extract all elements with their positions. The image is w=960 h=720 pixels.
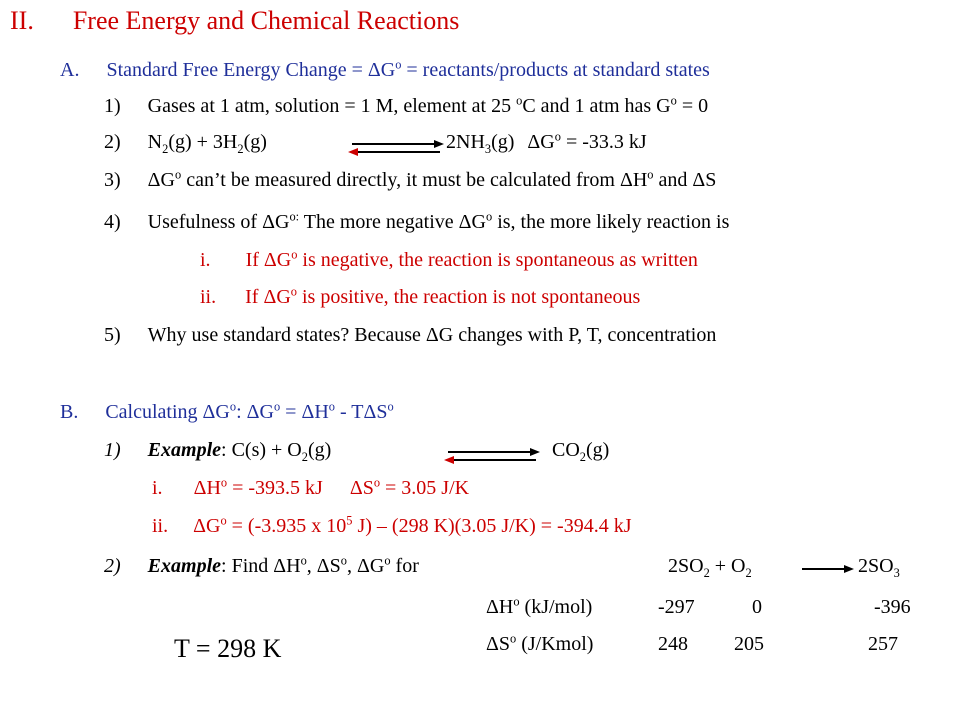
standard-superscript: o	[510, 631, 517, 646]
item-number: 1)	[104, 95, 121, 117]
delta-h-row-label	[486, 594, 593, 618]
item-number: 2)	[104, 131, 121, 153]
reactant-text: (g) + 3H	[168, 131, 238, 153]
item-b2-reaction	[668, 555, 752, 580]
equilibrium-arrow-icon	[348, 137, 444, 159]
item-a4-i	[200, 247, 698, 271]
product-state: (g)	[586, 439, 610, 461]
standard-superscript: o	[554, 129, 561, 144]
delta-symbol: Δ	[246, 401, 260, 423]
g-symbol: G	[215, 401, 230, 423]
item-number: 2)	[104, 555, 121, 577]
standard-superscript: o	[273, 399, 281, 414]
delta-symbol: Δ	[263, 286, 277, 308]
item-number: 4)	[104, 211, 121, 233]
table-cell: 257	[868, 633, 898, 655]
item-number: i.	[200, 249, 211, 271]
subscript: 3	[484, 142, 492, 156]
section-b-text: Calculating	[105, 401, 203, 423]
standard-superscript: o	[395, 57, 402, 72]
delta-symbol: Δ	[486, 633, 499, 655]
standard-superscript: o	[513, 594, 520, 609]
g-symbol: G	[540, 131, 555, 153]
item-a4	[104, 209, 730, 233]
delta-s-row-label	[486, 631, 594, 655]
item-text-mid: The more negative	[299, 211, 459, 233]
example-label: Example	[147, 439, 222, 461]
minus-t: - T	[334, 401, 364, 423]
subscript: 2	[745, 566, 752, 580]
delta-symbol: Δ	[273, 555, 287, 577]
item-text-and: and	[653, 169, 693, 191]
item-b1	[104, 439, 332, 464]
g-symbol: G	[380, 59, 396, 81]
item-text-end: is, the more likely reaction is	[492, 211, 730, 233]
table-cell: 248	[658, 633, 688, 655]
table-cell: 205	[734, 633, 764, 655]
h-symbol: H	[206, 477, 221, 499]
exponent: 5	[346, 513, 353, 528]
s-symbol: S	[329, 555, 341, 577]
title-text: Free Energy and Chemical Reactions	[72, 6, 460, 35]
reactant-o2: + O	[709, 555, 746, 577]
item-text-end: is positive, the reaction is not spontaneous	[296, 286, 641, 308]
g-symbol: G	[369, 555, 385, 577]
subscript: 2	[703, 566, 710, 580]
delta-symbol: Δ	[262, 211, 275, 233]
g-symbol: G	[259, 401, 274, 423]
degree-superscript: o	[516, 93, 523, 108]
g-symbol: G	[206, 515, 221, 537]
s-symbol: S	[705, 169, 717, 191]
product-nh3: 2NH	[446, 131, 485, 153]
row-label-text: (J/Kmol)	[516, 633, 594, 655]
reactant-state: (g)	[243, 131, 267, 153]
section-b-heading	[60, 399, 394, 423]
standard-superscript: o	[384, 553, 391, 568]
item-text-end: changes with P, T, concentration	[453, 324, 717, 346]
reaction-text: : C(s) + O	[221, 439, 302, 461]
table-cell: -396	[874, 596, 911, 618]
standard-superscript: o	[373, 475, 381, 490]
standard-superscript: o	[340, 553, 347, 568]
standard-superscript: o	[229, 399, 237, 414]
subscript: 3	[893, 566, 900, 580]
colon: :	[295, 209, 300, 224]
delta-symbol: Δ	[425, 324, 439, 346]
standard-superscript: o	[647, 167, 654, 182]
equals: =	[280, 401, 302, 423]
delta-s-value: = 3.05 J/K	[380, 477, 470, 499]
item-text-for: for	[390, 555, 419, 577]
standard-superscript: o	[220, 475, 228, 490]
delta-symbol: Δ	[263, 249, 277, 271]
standard-superscript: o	[290, 284, 297, 299]
g-symbol: G	[274, 211, 290, 233]
standard-superscript: o	[328, 399, 335, 414]
section-a-label: A.	[60, 59, 80, 81]
standard-superscript: o	[486, 209, 493, 224]
delta-symbol: Δ	[367, 59, 381, 81]
section-a-text-end: = reactants/products at standard states	[401, 59, 710, 81]
reaction-arrow-icon	[802, 563, 854, 575]
item-number: ii.	[152, 515, 169, 537]
h-symbol: H	[498, 596, 514, 618]
delta-symbol: Δ	[363, 401, 377, 423]
standard-superscript: o	[670, 93, 677, 108]
delta-symbol: Δ	[349, 477, 363, 499]
reactant-n2: N	[147, 131, 163, 153]
item-number: i.	[152, 477, 163, 499]
example-label: Example	[147, 555, 222, 577]
subscript: 2	[301, 450, 308, 464]
calculation-text-end: J) – (298 K)(3.05 J/K) = -394.4 kJ	[352, 515, 632, 537]
item-b1-ii	[152, 513, 632, 537]
table-cell: -297	[658, 596, 695, 618]
s-symbol: S	[376, 401, 388, 423]
delta-g-value: = -33.3 kJ	[565, 131, 647, 153]
calculation-text: = (-3.935 x 10	[226, 515, 347, 537]
item-b2-product	[858, 555, 900, 580]
item-a2-product	[446, 129, 647, 156]
item-number: 3)	[104, 169, 121, 191]
delta-symbol: Δ	[147, 169, 161, 191]
h-symbol: H	[314, 401, 329, 423]
section-a-heading	[60, 57, 710, 81]
colon-sep: :	[236, 401, 247, 423]
subscript: 2	[237, 142, 244, 156]
equilibrium-arrow-icon	[444, 445, 540, 467]
item-a1	[104, 93, 709, 117]
standard-superscript: o	[291, 247, 298, 262]
standard-superscript: o	[220, 513, 227, 528]
standard-superscript: o	[289, 209, 296, 224]
product-state: (g)	[491, 131, 515, 153]
g-symbol: G	[471, 211, 486, 233]
s-symbol: S	[498, 633, 510, 655]
row-label-text: (kJ/mol)	[519, 596, 593, 618]
g-symbol: G	[276, 249, 292, 271]
section-b-label: B.	[60, 401, 79, 423]
h-symbol: H	[286, 555, 301, 577]
delta-symbol: Δ	[193, 477, 207, 499]
item-text: Usefulness of	[147, 211, 263, 233]
item-text: can’t be measured directly, it must be calculated from	[181, 169, 620, 191]
item-b1-i	[152, 475, 470, 499]
item-text: If	[245, 286, 264, 308]
item-b2: 2) Example: Find $\Delta H^o$, $\Delta S^o$, $\Delta G^o$ for	[104, 553, 419, 577]
item-text: Gases at 1 atm, solution = 1 M, element at 25	[147, 95, 517, 117]
g-symbol: G	[438, 324, 454, 346]
item-number: ii.	[200, 286, 217, 308]
delta-symbol: Δ	[458, 211, 472, 233]
h-symbol: H	[632, 169, 648, 191]
delta-symbol: Δ	[202, 401, 216, 423]
table-cell: 0	[752, 596, 762, 618]
delta-symbol: Δ	[301, 401, 315, 423]
title-number: II.	[10, 6, 34, 35]
standard-superscript: o	[387, 399, 394, 414]
product-so3: 2SO	[858, 555, 894, 577]
delta-symbol: Δ	[527, 131, 541, 153]
item-text: : Find	[221, 555, 274, 577]
item-number: 5)	[104, 324, 121, 346]
section-a-text: Standard Free Energy Change =	[106, 59, 368, 81]
s-symbol: S	[362, 477, 374, 499]
item-a2	[104, 131, 267, 156]
standard-superscript: o	[300, 553, 307, 568]
slide-title	[10, 8, 459, 34]
standard-superscript: o	[175, 167, 182, 182]
item-text: If	[245, 249, 264, 271]
delta-symbol: Δ	[486, 596, 499, 618]
item-a5	[104, 325, 716, 345]
item-a4-ii	[200, 284, 641, 308]
delta-symbol: Δ	[692, 169, 706, 191]
delta-symbol: Δ	[619, 169, 633, 191]
item-text-end: is negative, the reaction is spontaneous as written	[297, 249, 698, 271]
delta-symbol: Δ	[193, 515, 206, 537]
item-text: Why use standard states? Because	[147, 324, 426, 346]
delta-symbol: Δ	[316, 555, 330, 577]
g-symbol: G	[160, 169, 175, 191]
item-number: 1)	[104, 439, 121, 461]
subscript: 2	[579, 450, 586, 464]
item-a3	[104, 167, 717, 191]
subscript: 2	[162, 142, 169, 156]
item-b1-product	[552, 439, 610, 464]
g-symbol: G	[276, 286, 291, 308]
product-co2: CO	[552, 439, 580, 461]
temperature-label: T = 298 K	[174, 634, 282, 663]
item-text-mid: C and 1 atm has G	[522, 95, 671, 117]
reactant-so2: 2SO	[668, 555, 704, 577]
delta-h-value: = -393.5 kJ	[227, 477, 323, 499]
item-text-end: = 0	[676, 95, 709, 117]
delta-symbol: Δ	[357, 555, 370, 577]
reactant-state: (g)	[307, 439, 332, 461]
